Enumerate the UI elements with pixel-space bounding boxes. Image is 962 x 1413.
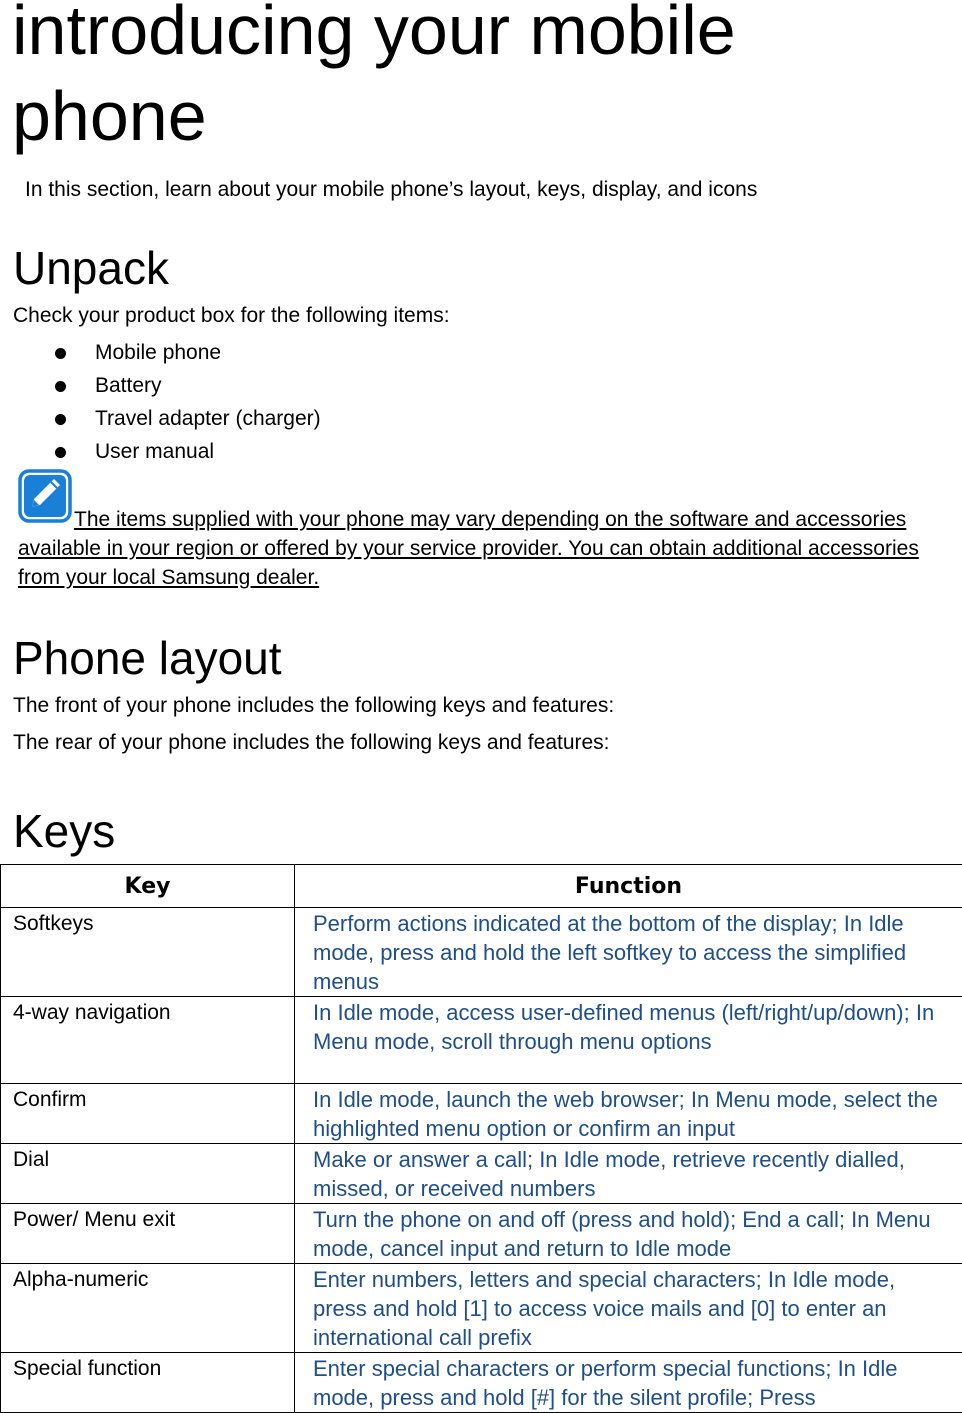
page-title-line2: phone [12,74,207,158]
list-item: Mobile phone [0,338,321,371]
table-row [1,1144,962,1204]
bullet-icon [55,348,66,359]
keys-heading: Keys [13,803,115,859]
bullet-icon [55,414,66,425]
table-row [1,1264,962,1353]
function-cell: Make or answer a call; In Idle mode, retrieve recently dialled, missed, or received numbers [295,1144,962,1204]
function-cell: Enter special characters or perform special functions; In Idle mode, press and hold [#] for the silent profile; Press [295,1353,962,1413]
function-cell: Enter numbers, letters and special characters; In Idle mode, press and hold [1] to access voice mails and [0] to enter an international call prefix [295,1264,962,1353]
unpack-lead: Check your product box for the following items: [13,302,450,330]
list-item: Battery [0,371,321,404]
key-cell: Power/ Menu exit [1,1204,295,1264]
table-row [1,1353,962,1413]
key-cell: Softkeys [1,908,295,997]
list-item: User manual [0,437,321,470]
key-cell: Alpha-numeric [1,1264,295,1353]
table-header-row [1,865,962,908]
column-header-function: Function [295,865,962,908]
phone-layout-rear: The rear of your phone includes the following keys and features: [13,729,610,757]
intro-text: In this section, learn about your mobile phone’s layout, keys, display, and icons [25,176,757,204]
phone-layout-front: The front of your phone includes the following keys and features: [13,692,614,720]
keys-table [0,864,962,1413]
key-cell: Confirm [1,1084,295,1144]
table-row [1,1204,962,1264]
function-cell: In Idle mode, launch the web browser; In Menu mode, select the highlighted menu option or confirm an input [295,1084,962,1144]
function-cell: Turn the phone on and off (press and hold); End a call; In Menu mode, cancel input and return to Idle mode [295,1204,962,1264]
table-row [1,908,962,997]
column-header-key: Key [1,865,295,908]
table-row [1,997,962,1084]
table-row [1,1084,962,1144]
bullet-icon [55,381,66,392]
page-title-line1: introducing your mobile [12,0,736,72]
function-cell: Perform actions indicated at the bottom of the display; In Idle mode, press and hold the left softkey to access the simplified menus [295,908,962,997]
note-text: The items supplied with your phone may vary depending on the software and accessories available in your region or offered by your service provider. You can obtain additional accessories from your local Samsung dealer. [18,467,938,592]
phone-layout-heading: Phone layout [13,630,282,686]
key-cell: 4-way navigation [1,997,295,1084]
list-item: Travel adapter (charger) [0,404,321,437]
key-cell: Special function [1,1353,295,1413]
unpack-list [0,338,321,470]
bullet-icon [55,447,66,458]
key-cell: Dial [1,1144,295,1204]
unpack-heading: Unpack [13,240,169,296]
function-cell: In Idle mode, access user-defined menus (left/right/up/down); In Menu mode, scroll through menu options [295,997,962,1084]
